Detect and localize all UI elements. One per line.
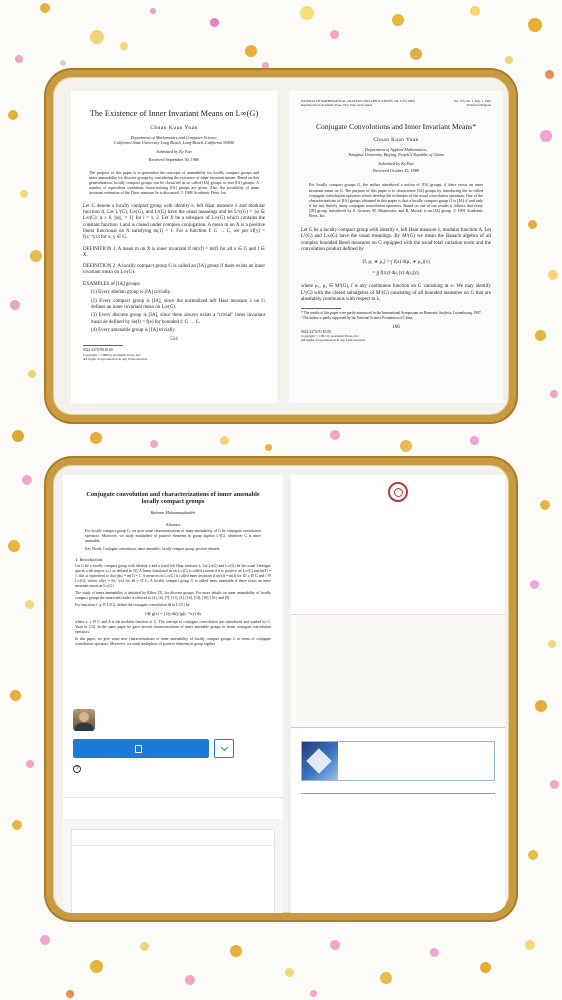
- confetti-dot: [548, 640, 556, 648]
- confetti-dot: [185, 975, 195, 985]
- confetti-dot: [60, 60, 66, 66]
- paper-equation-1: ⟨f, μ₁ ∗ μ₂⟩ = ∫ f(x) d(μ₁ ∗ μ₂)(x): [362, 260, 430, 266]
- confetti-dot: [15, 55, 23, 63]
- confetti-dot: [470, 436, 479, 445]
- tab-bar: [63, 797, 283, 819]
- confetti-dot: [265, 444, 272, 451]
- confetti-dot: [12, 430, 24, 442]
- paper-footer: 0022-247X/91 $3.00: [301, 329, 331, 334]
- page-number: 514: [170, 337, 178, 343]
- avatar[interactable]: [73, 709, 95, 731]
- paper-paragraph: Let G denote a locally compact group with identity e, left Haar measure λ and modular function Δ. Let L¹(G), L∞(G), and Lᵖ(G) have the usual meanings and let Lᵖc(G) = {φ ∈ L∞(G): φ ≥ 0, ||φ||₁ = 1} for i = 1, 2. Let X be a subspace of L∞(G) which contains the constant function 1 and is closed under complex conjugation. A mean m on X is a positive linear functional on X satisfying m(1) = 1. For a function f: G → C, we put xf(y) = f(x⁻¹yx) for x, y ∈ G.: [83, 203, 265, 241]
- journal-logo: [302, 742, 338, 780]
- paper-example-item: (2) Every compact group is [IA], since the normalized left Haar measure λ on G defines an inner invariant mean on L∞(G).: [91, 298, 265, 310]
- confetti-dot: [310, 990, 317, 997]
- page-number: 166: [392, 324, 400, 330]
- paper-affiliation: Department of Applied Mathematics,: [364, 146, 428, 152]
- left-paper-page: [71, 91, 277, 403]
- confetti-dot: [540, 500, 550, 510]
- paper-intro-4: where x, y ∈ G and Δ is the modular function of G. The concept of conjugate convolution was introduced and studied by C. Yuan in [14]. In the same paper he gave several characterizations of inner amenable groups in terms conjugate convolution operators.: [75, 620, 271, 635]
- journal-logo: [388, 482, 408, 502]
- paper-title: The Existence of Inner Invariant Means on L∞(G): [89, 109, 259, 118]
- paper-abstract: The purpose of this paper is to generalize the concepts of amenability for locally compact groups and inner amenability for discrete groups by considering the existence of inner invariant means. Based on this generalization, locally compact groups can be classified as so called [IA] groups or non-[IA] groups. A number of equivalent conditions characterizing [IA] groups are given. Also, the possibility of inner invariant extension of the Dirac measure δe is discussed. © 1988 Academic Press, Inc.: [89, 169, 259, 195]
- confetti-dot: [400, 440, 412, 452]
- paper-copyright: Copyright © 1988 by Academic Press, Inc.: [83, 352, 142, 357]
- confetti-dot: [245, 45, 257, 57]
- confetti-dot: [530, 580, 539, 589]
- paper-example-list: [83, 290, 265, 334]
- paper-copyright: Copyright © 1991 by Academic Press, Inc.: [301, 334, 360, 339]
- confetti-dot: [120, 42, 128, 50]
- confetti-dot: [90, 30, 104, 44]
- paper-equation-2: = ∫∫ f(xy) dμ₁(x) dμ₂(y),: [372, 271, 420, 277]
- confetti-dot: [300, 6, 314, 20]
- confetti-dot: [330, 940, 340, 950]
- atnaa-paper: [291, 727, 505, 917]
- info-icon: ?: [73, 765, 81, 773]
- confetti-dot: [10, 300, 20, 310]
- confetti-dot: [330, 30, 339, 39]
- confetti-dot: [30, 250, 42, 262]
- confetti-dot: [220, 436, 229, 445]
- paper-abstract: For locally compact groups G, the author introduced a notion of [IA] groups, if there exists an inner invariant mean on G. The purpose of this paper is to characterize [IA] groups by introducing the so-called conjugate convolution operators which develop the technique of the usual convolution operators. One of the characterizations of [IA] groups obtained in this paper is that a locally compact group G is [IA] if and only if for any finitely many conjugate convolution operators. Based on one of our results it follows that every [IN] group, introduced by S. Grosser, M. Moskowitz, and R. Mosak, is an [IA] group. © 1991 Academic Press, Inc.: [309, 182, 483, 218]
- confetti-dot: [10, 690, 21, 701]
- confetti-dot: [410, 48, 422, 60]
- paper-author: Chuan Kuan Yuan: [373, 136, 419, 143]
- paper-intro-3: For functions f, g ∈ L¹(G), define the conjugate convolution ⊗ in L¹(G) by: [75, 603, 190, 608]
- paper-submitted: Submitted by Ky Fan: [378, 161, 414, 166]
- confetti-dot: [230, 945, 242, 957]
- paper-title-2: locally compact groups: [141, 498, 205, 505]
- confetti-dot: [528, 18, 542, 32]
- confetti-dot: [12, 820, 22, 830]
- paper-intro-2: The study of inner amenability is initiated by Effros [5], for discrete groups. For more details on inner amenability of locally compact groups the interested reader is referred to [4], [6], [7], [11], [8], [10], [14], [18], [16], and [9].: [75, 591, 271, 601]
- paper-equation: f ⊗ g(x) = ∫ f(y)Δ(y)g(y⁻¹xy) dy: [144, 611, 202, 617]
- paper-affiliation-2: California State University Long Beach, Long Beach, California 90840: [114, 140, 234, 146]
- paper-received: Received September 30, 1986: [148, 156, 200, 162]
- confetti-dot: [8, 110, 18, 120]
- confetti-dot: [525, 940, 535, 950]
- request-dropdown-button[interactable]: [214, 739, 234, 758]
- paper-rights: All rights of reproduction in any form reserved.: [83, 356, 148, 361]
- chevron-down-icon: [220, 743, 227, 750]
- confetti-dot: [285, 968, 294, 977]
- confetti-dot: [40, 3, 50, 13]
- paper-rights: All rights of reproduction in any form reserved.: [301, 338, 366, 343]
- confetti-dot: [535, 700, 547, 712]
- confetti-dot: [540, 130, 552, 142]
- paper-keywords: Key Words: Conjugate convolution; inner amenable; locally compact group; positive element.: [85, 546, 221, 551]
- confetti-dot: [150, 8, 156, 14]
- journal-banner: [301, 741, 495, 781]
- confetti-dot: [528, 220, 537, 229]
- confetti-dot: [330, 430, 340, 440]
- paper-paragraph-2: where μ₁, μ₂ ∈ M¹(G), f is any continuous function on G vanishing at ∞. We may identify L¹(G) with the closed subalgebra of M¹(G) consisting of all bounded measures on G that are absolutely continuous with respect to λ.: [301, 284, 491, 302]
- paper-footer: 0022-247X/88 $3.00: [83, 348, 113, 353]
- abstract-heading: Abstract: [165, 522, 181, 528]
- journal-header: JOURNAL OF MATHEMATICAL ANALYSIS AND APPLICATIONS 149, 3-25 (1990): [301, 99, 415, 103]
- paper-intro-5: In this paper, we give some new characterizations of inner amenability of locally compact groups G in terms of conjugate convolution operators. Moreover, we study multipliers of positive elements in group algebra: [75, 637, 271, 647]
- paper-author: Bahram Mohammadzadeh: [150, 510, 196, 515]
- confetti-dot: [392, 14, 404, 26]
- confetti-dot: [26, 760, 34, 768]
- paper-received: Received October 25, 1989: [373, 168, 419, 174]
- paper-affiliation-2: Tsinghua University, Beijing, People's Republic of China: [348, 151, 444, 157]
- confetti-dot: [548, 270, 558, 280]
- request-fulltext-button[interactable]: [73, 739, 209, 758]
- section-heading: 1. Introduction: [75, 557, 103, 563]
- paper-title: Conjugate Convolutions and Inner Invariant Means*: [315, 121, 477, 131]
- confetti-dot: [528, 850, 538, 860]
- paper-definition-1: DEFINITION 1. A mean m on X is inner invariant if m(xf) = m(f) for all x ∈ G and f ∈ X.: [83, 246, 265, 258]
- paper-footnote-2: ¹ The author is partly supported by the National Science Foundation of China.: [301, 315, 413, 320]
- researchgate-card: [63, 701, 283, 920]
- confetti-dot: [505, 56, 513, 64]
- paper-affiliation: Department of Mathematics and Computer Science,: [130, 135, 218, 140]
- journal-header-2: Reprinted from Academic Press, New York and London: [301, 102, 373, 107]
- paper-paragraph: Let G be a locally compact group with identity e, left Haar measure λ, modular function Δ. Let L¹(G) and L∞(G) have the usual meanings. By M¹(G) we mean the Banach algebra of all complex bounded Borel measures on G equipped with the usual total variation norm and the convolution product defined by: [301, 228, 491, 252]
- paper-footnote-1: * The results of this paper were partly announced in the International Symposium on Harmonic Analysis, Luxembourg, 1987.: [301, 311, 482, 316]
- confetti-dot: [40, 935, 50, 945]
- paper-example-item: (3) Every discrete group is [IA], since there always exists a "trivial" inner invariant mean δe defined by δe(f) = f(e) for bounded f: G → C.: [91, 313, 265, 325]
- abstract-text: [80, 853, 266, 911]
- confetti-dot: [8, 540, 20, 552]
- paper-intro: Let G be a locally compact group with identity e and a fixed left Haar measure λ. Let Lᵖ(G) and L∞(G) be the usual Lebesgue spaces with respect to λ as defined in [3]. A linear functional m on L∞(G) is called a mean if it is positive on L∞(G) and m(1) = 1; this is equivalent to that ||m|| = m(1) = 1. A mean m on L∞(G) is called inner invariant if m(xf) = m(f) for all x ∈ G and f ∈ L∞(G), where xf(y) = f(x⁻¹yx) for all y ∈ G. A locally compact group G is called inner amenable if there exists an inner invariant mean on L∞(G).: [75, 564, 271, 589]
- confetti-dot: [22, 475, 32, 485]
- paper-definition-2: DEFINITION 2. A locally compact group G is called an [IA] group if there exists an inner invariant mean on L∞(G).: [83, 264, 265, 276]
- confetti-dot: [66, 990, 74, 998]
- confetti-dot: [140, 942, 149, 951]
- confetti-dot: [380, 972, 392, 984]
- confetti-dot: [150, 440, 158, 448]
- paper-example-item: (4) Every amenable group is [IA] trivially.: [91, 327, 176, 333]
- journal-volume: Vol. 155, No. 1, May 1, 1991: [453, 99, 491, 103]
- confetti-dot: [535, 330, 546, 341]
- confetti-dot: [480, 962, 491, 973]
- bottom-photo-frame: [46, 458, 516, 920]
- confetti-dot: [210, 18, 219, 27]
- confetti-dot: [550, 780, 559, 789]
- journal-printed: Printed in Belgium: [466, 102, 491, 107]
- confetti-dot: [25, 600, 34, 609]
- illinois-paper: [291, 615, 505, 727]
- confetti-dot: [262, 62, 269, 69]
- right-paper-page: [289, 91, 503, 403]
- confetti-dot: [550, 390, 558, 398]
- confetti-dot: [28, 370, 36, 378]
- confetti-dot: [470, 6, 480, 16]
- confetti-dot: [545, 70, 554, 79]
- confetti-dot: [90, 960, 103, 973]
- paper-examples-title: EXAMPLES of [IA] groups.: [83, 281, 141, 287]
- filomat-paper: [291, 475, 505, 615]
- top-photo-frame: [46, 70, 516, 422]
- document-icon: [135, 745, 142, 753]
- paper-author: Chuan Kuan Yuan: [150, 125, 198, 131]
- paper-submitted: Submitted by Ky Fan: [156, 149, 192, 155]
- confetti-dot: [90, 432, 102, 444]
- paper-abstract: For locally compact group G, we give some characterizations of inner amenability of G by conjugate convolution operators. Moreover, we study multipliers of positive elements in group algebra L¹(G), whenever G is inner amenable.: [85, 529, 261, 543]
- confetti-dot: [430, 948, 439, 957]
- confetti-dot: [20, 190, 28, 198]
- paper-example-item: (1) Every abelian group is [IA] trivially.: [91, 290, 172, 296]
- right-paper-stack: [291, 475, 505, 917]
- paper-title: Conjugate convolution and characterizations of inner amenable: [86, 491, 260, 498]
